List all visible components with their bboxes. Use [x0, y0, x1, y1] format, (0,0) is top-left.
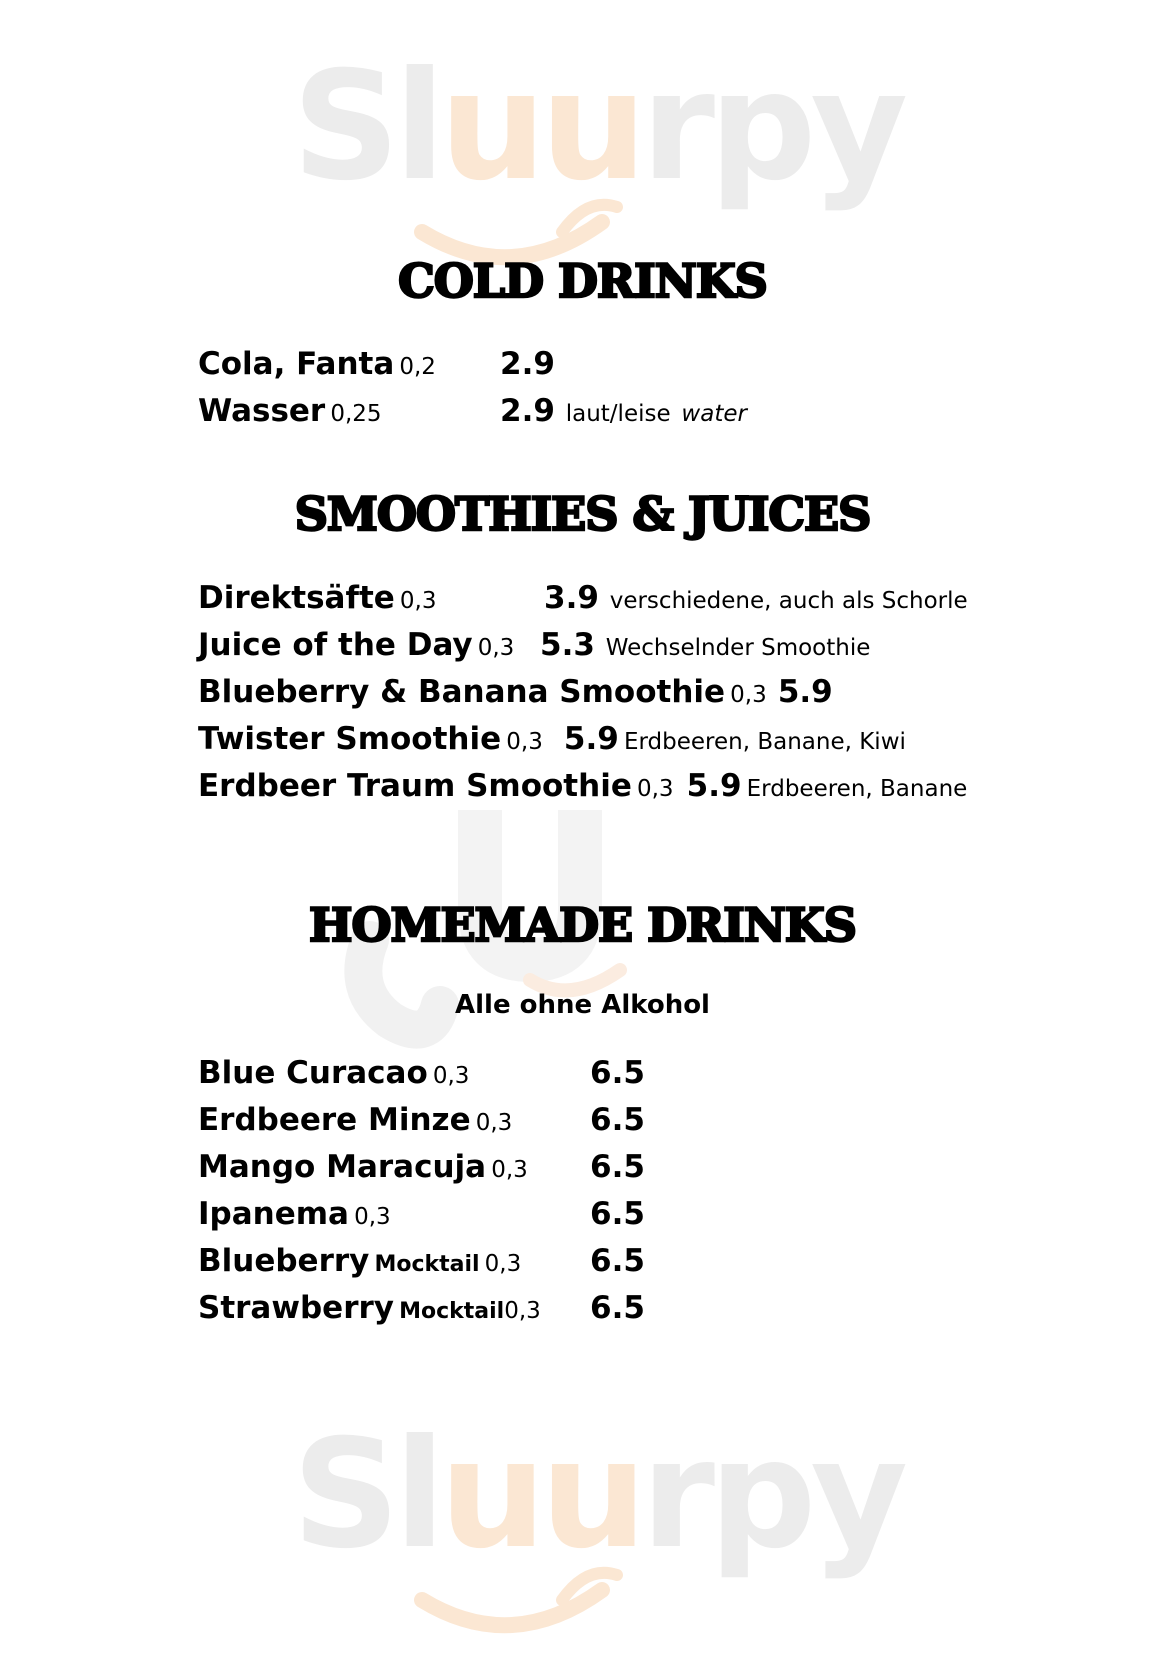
item-price: 5.9 — [777, 674, 833, 710]
item-price: 2.9 — [500, 393, 555, 429]
section-title-smoothies-juices: SMOOTHIES & JUICES — [294, 487, 871, 541]
menu-item — [198, 1055, 645, 1091]
item-name: Cola, Fanta — [198, 346, 395, 382]
menu-item — [198, 1102, 645, 1138]
watermark-logo-top — [292, 40, 903, 282]
item-name: Strawberry — [198, 1290, 394, 1326]
item-description-italic: water — [681, 401, 747, 427]
menu-item — [198, 346, 555, 382]
item-description: laut/leise — [565, 401, 671, 427]
item-description: Erdbeeren, Banane — [746, 776, 968, 802]
watermark-rpy: rpy — [641, 40, 903, 214]
menu-item — [198, 1243, 645, 1279]
menu-item — [198, 768, 968, 804]
menu-item — [198, 580, 968, 616]
item-name: Wasser — [198, 393, 326, 429]
item-name: Mango Maracuja — [198, 1149, 487, 1185]
item-price: 6.5 — [590, 1055, 645, 1091]
item-name: Erdbeere Minze — [198, 1102, 471, 1138]
item-volume: 0,3 — [354, 1204, 391, 1230]
item-suffix: Mocktail — [374, 1252, 480, 1277]
item-price: 5.9 — [686, 768, 742, 804]
menu-item — [198, 721, 906, 757]
item-description: Erdbeeren, Banane, Kiwi — [623, 729, 906, 755]
item-name: Blueberry — [198, 1243, 370, 1279]
section-title-cold-drinks: COLD DRINKS — [398, 254, 767, 308]
watermark-smile-icon — [412, 1560, 642, 1650]
item-description: Wechselnder Smoothie — [605, 635, 871, 661]
menu-item — [198, 1196, 645, 1232]
item-volume: 0,3 — [484, 1251, 522, 1277]
item-name: Erdbeer Traum Smoothie — [198, 768, 632, 804]
menu-item — [198, 393, 747, 429]
item-volume: 0,3 — [477, 635, 515, 661]
item-name: Blue Curacao — [198, 1055, 428, 1091]
item-price: 5.9 — [563, 721, 619, 757]
menu-item — [198, 674, 833, 710]
watermark-sl: Sl — [292, 1408, 440, 1582]
item-name: Ipanema — [198, 1196, 349, 1232]
item-price: 6.5 — [590, 1243, 645, 1279]
section-title-homemade-drinks: HOMEMADE DRINKS — [309, 898, 856, 952]
item-volume: 0,3 — [491, 1157, 528, 1183]
item-name: Blueberry & Banana Smoothie — [198, 674, 726, 710]
watermark-uu: uu — [439, 40, 642, 214]
menu-item — [198, 627, 871, 663]
item-description: verschiedene, auch als Schorle — [609, 588, 968, 614]
item-volume: 0,3 — [399, 588, 437, 614]
item-price: 6.5 — [590, 1196, 645, 1232]
item-volume: 0,3 — [730, 682, 767, 708]
menu-item — [198, 1149, 645, 1185]
item-price: 3.9 — [544, 580, 599, 616]
item-price: 6.5 — [590, 1149, 645, 1185]
item-volume: 0,3 — [636, 776, 674, 802]
item-price: 5.3 — [540, 627, 595, 663]
item-suffix: Mocktail — [399, 1299, 505, 1324]
section-note: Alle ohne Alkohol — [455, 990, 710, 1020]
watermark-rpy: rpy — [641, 1408, 903, 1582]
watermark-sl: Sl — [292, 40, 440, 214]
item-volume: 0,3 — [506, 729, 543, 755]
item-volume: 0,3 — [432, 1063, 470, 1089]
item-name: Direktsäfte — [198, 580, 395, 616]
item-volume: 0,25 — [330, 401, 382, 427]
item-name: Twister Smoothie — [198, 721, 502, 757]
item-volume: 0,2 — [399, 354, 436, 380]
watermark-logo-bottom — [292, 1408, 903, 1650]
item-name: Juice of the Day — [198, 627, 473, 663]
item-price: 6.5 — [590, 1290, 645, 1326]
menu-item — [198, 1290, 645, 1326]
item-price: 6.5 — [590, 1102, 645, 1138]
item-price: 2.9 — [500, 346, 555, 382]
item-volume: 0,3 — [504, 1298, 541, 1324]
watermark-uu: uu — [439, 1408, 642, 1582]
item-volume: 0,3 — [475, 1110, 513, 1136]
